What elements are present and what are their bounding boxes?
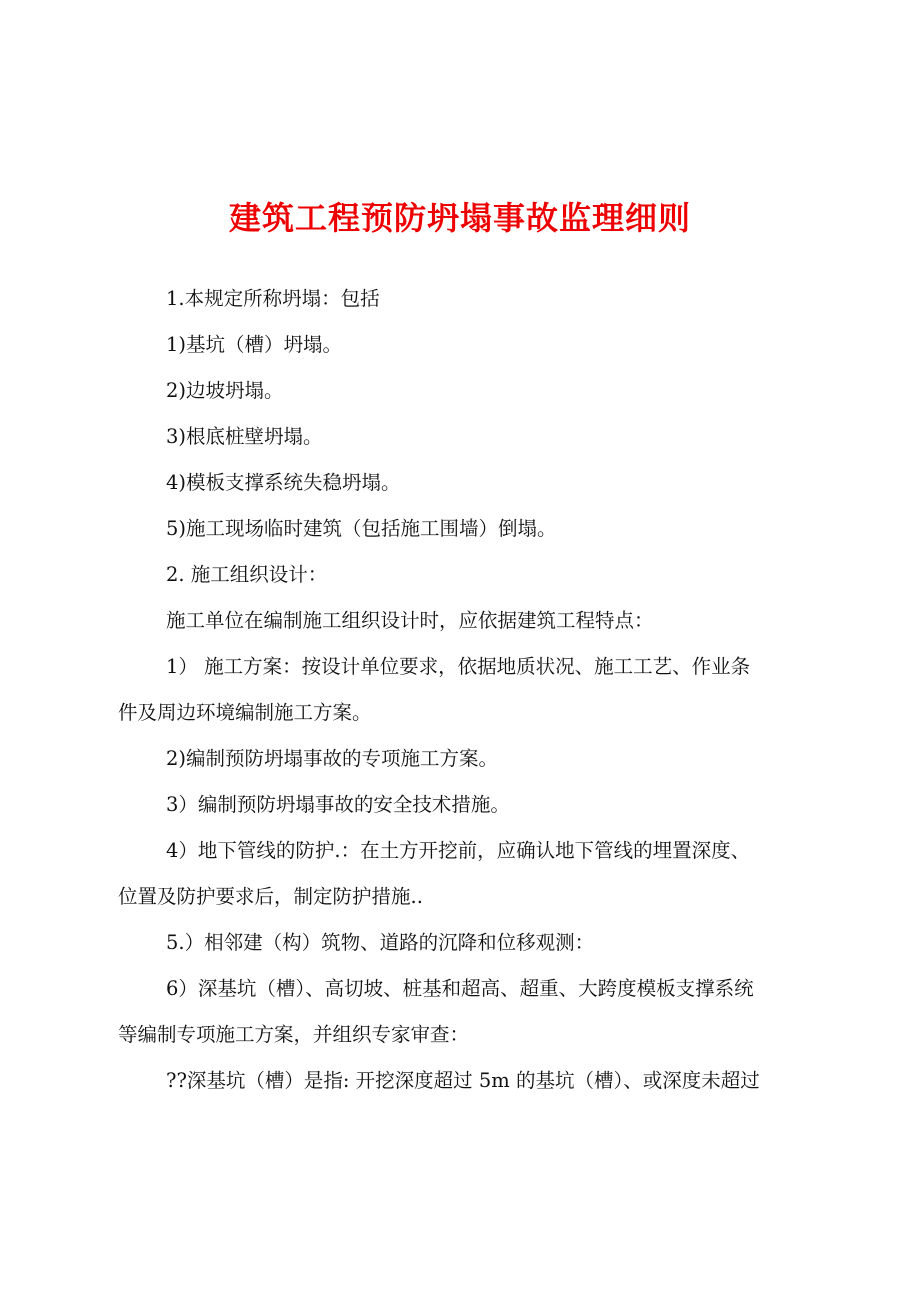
paragraph — [166, 920, 806, 966]
paragraph — [166, 552, 806, 598]
paragraph — [166, 506, 806, 552]
paragraph-line: 4)模板支撑系统失稳坍塌。 — [166, 471, 401, 494]
paragraph — [166, 322, 806, 368]
paragraph — [166, 736, 806, 782]
paragraph — [166, 276, 806, 322]
paragraph-line: ??深基坑（槽）是指: 开挖深度超过 5m 的基坑（槽）、或深度未超过 — [166, 1069, 760, 1092]
paragraph-line: 1)基坑（槽）坍塌。 — [166, 333, 343, 356]
paragraph — [166, 1058, 806, 1104]
paragraph-line: 等编制专项施工方案，并组织专家审查： — [118, 1023, 470, 1046]
paragraph-line: 3)根底桩壁坍塌。 — [166, 425, 323, 448]
paragraph — [166, 598, 806, 644]
paragraph — [118, 828, 806, 920]
paragraph-line: 6）深基坑（槽）、高切坡、桩基和超高、超重、大跨度模板支撑系统 — [166, 977, 754, 1000]
paragraph — [118, 966, 806, 1058]
paragraph-line: 4）地下管线的防护.：在土方开挖前，应确认地下管线的埋置深度、 — [166, 839, 751, 862]
paragraph-line: 5)施工现场临时建筑（包括施工围墙）倒塌。 — [166, 517, 557, 540]
paragraph-line: 5.）相邻建（构）筑物、道路的沉降和位移观测： — [166, 931, 595, 954]
paragraph-line: 1.本规定所称坍塌：包括 — [166, 287, 380, 310]
paragraph — [166, 460, 806, 506]
paragraph-line: 2)编制预防坍塌事故的专项施工方案。 — [166, 747, 499, 770]
paragraph-line: 2. 施工组织设计： — [166, 563, 328, 586]
paragraph — [166, 368, 806, 414]
paragraph — [118, 644, 806, 736]
paragraph-line: 件及周边环境编制施工方案。 — [118, 701, 372, 724]
paragraph-line: 2)边坡坍塌。 — [166, 379, 284, 402]
document-body — [118, 276, 806, 1104]
paragraph-line: 1） 施工方案：按设计单位要求，依据地质状况、施工工艺、作业条 — [166, 655, 751, 678]
paragraph-line: 3）编制预防坍塌事故的安全技术措施。 — [166, 793, 510, 816]
paragraph — [166, 414, 806, 460]
paragraph — [166, 782, 806, 828]
paragraph-line: 施工单位在编制施工组织设计时，应依据建筑工程特点： — [166, 609, 654, 632]
paragraph-line: 位置及防护要求后，制定防护措施.. — [118, 885, 423, 908]
document-title: 建筑工程预防坍塌事故监理细则 — [228, 199, 691, 237]
